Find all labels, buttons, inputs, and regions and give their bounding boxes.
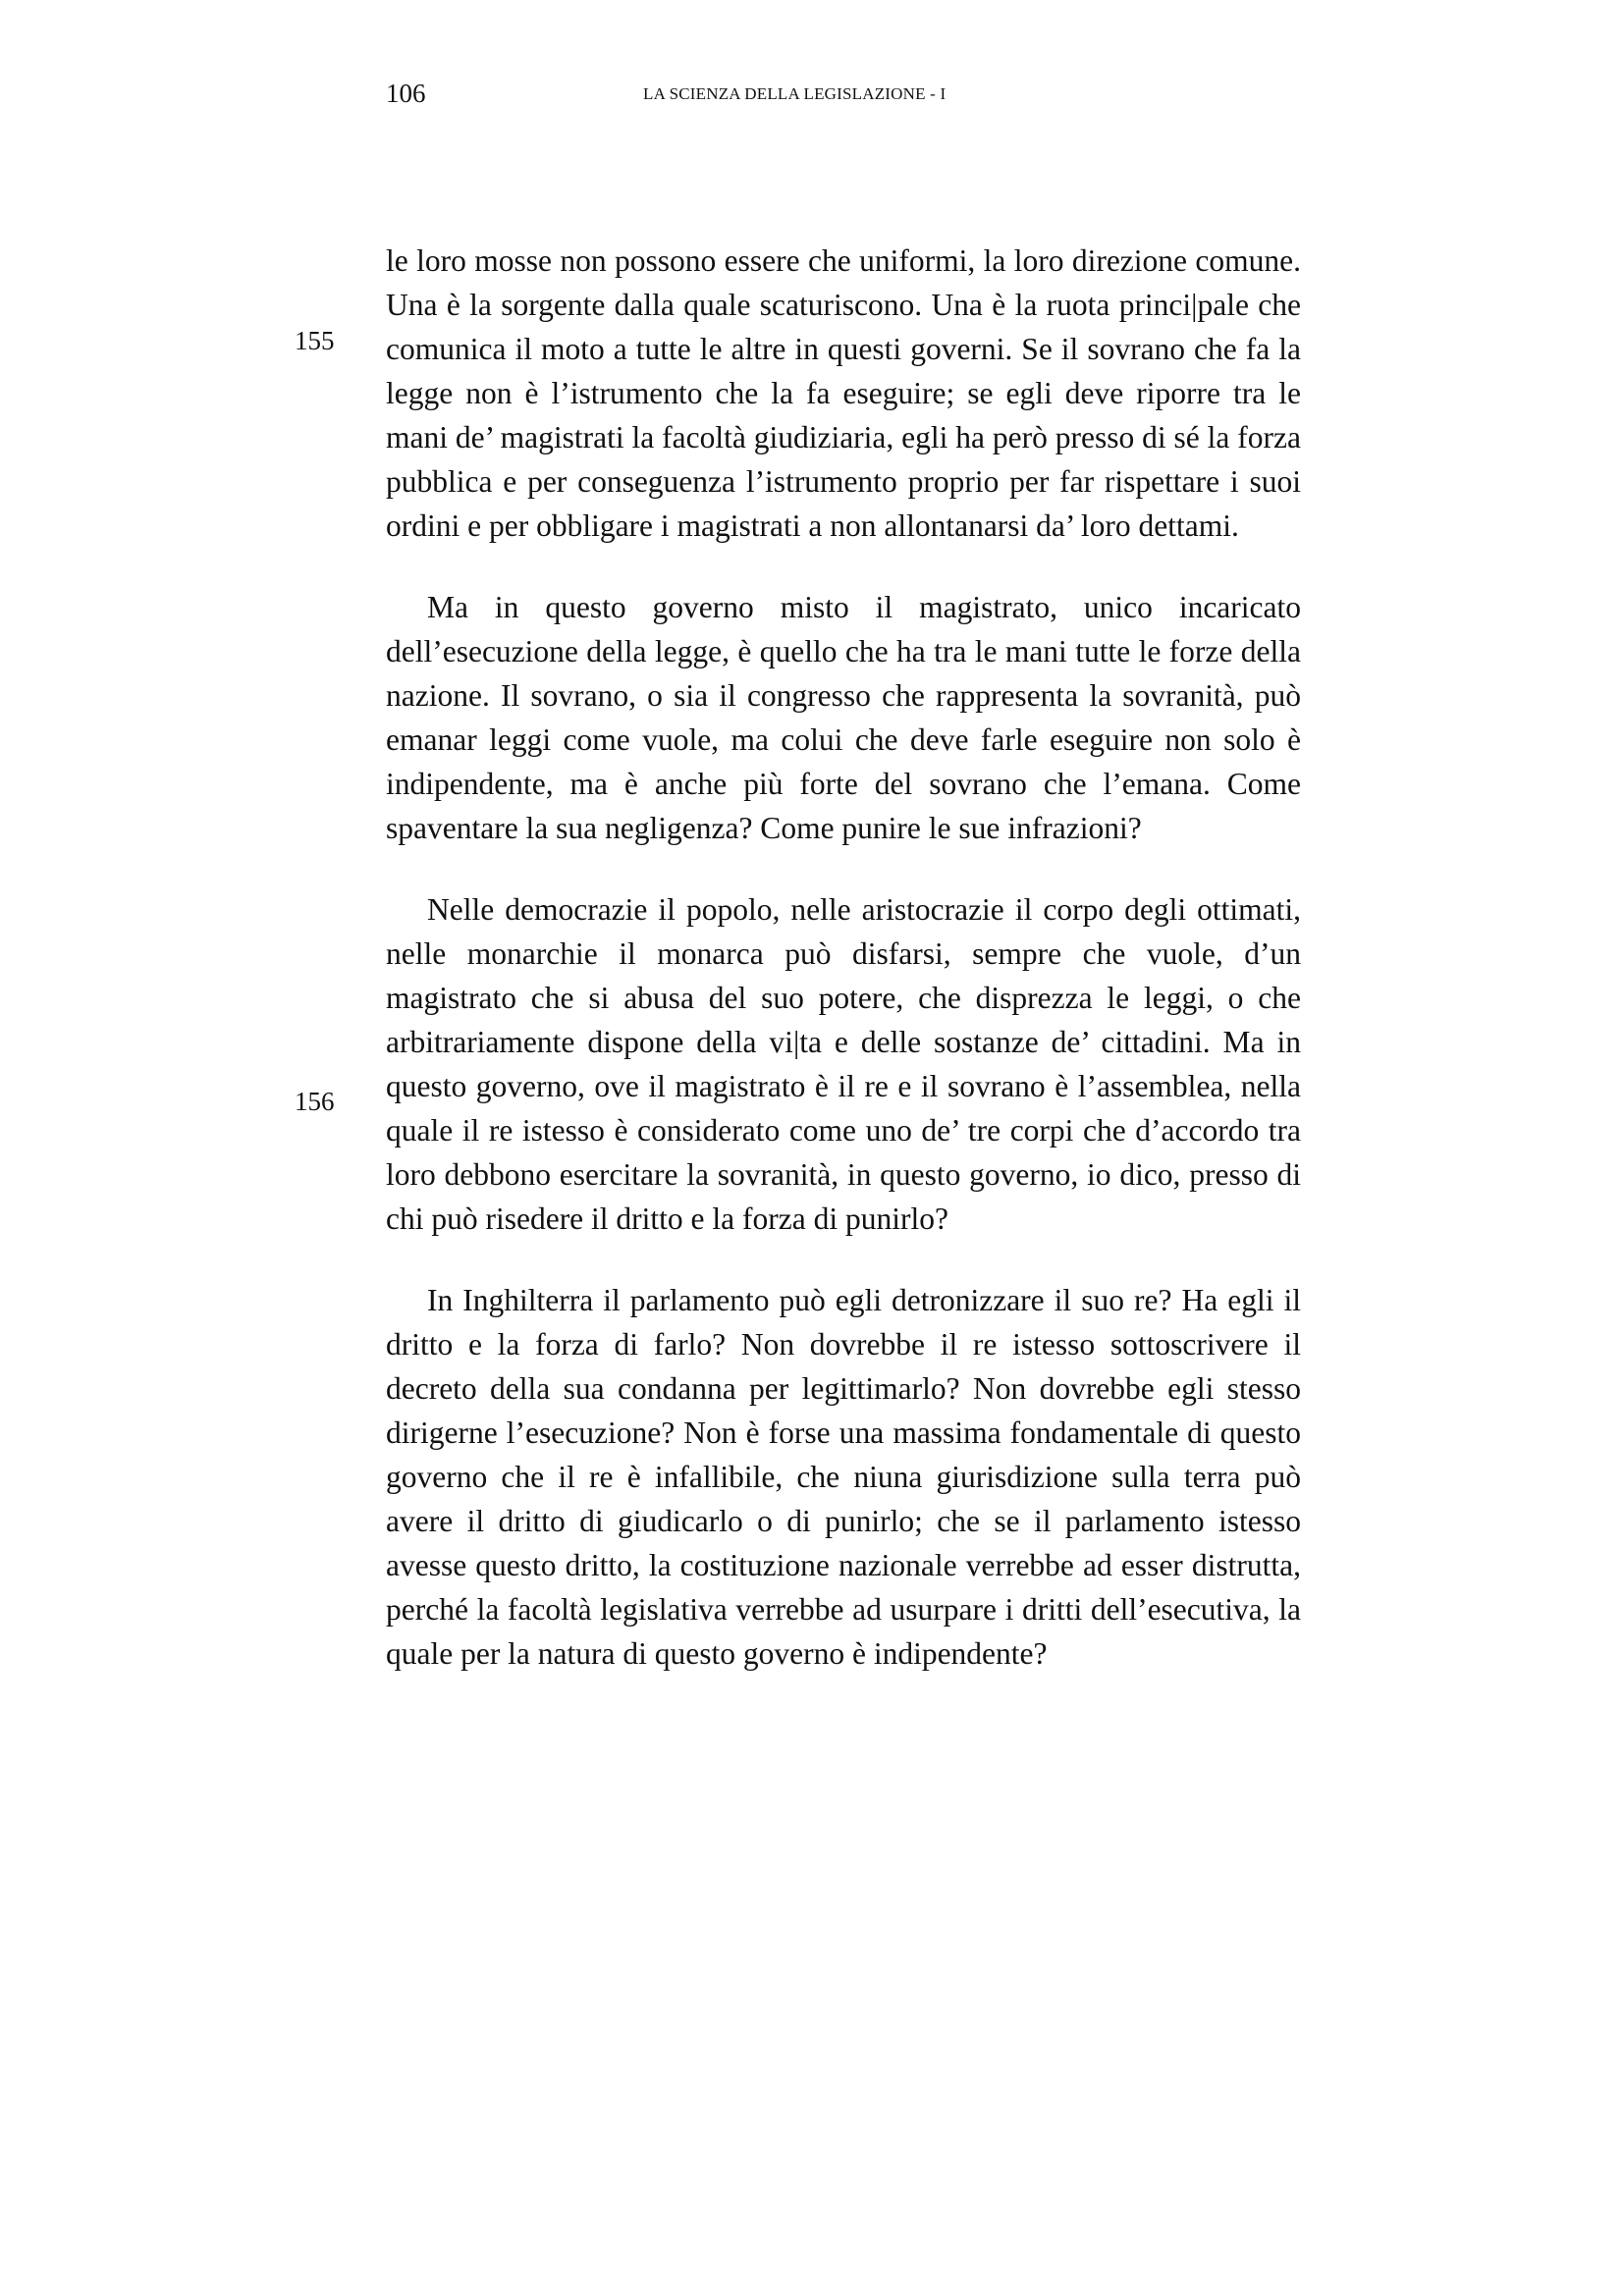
page-number: 106 bbox=[386, 79, 426, 108]
paragraph: Nelle democrazie il popolo, nelle aristocrazie il corpo degli ottimati, nelle monarchie il monarca può disfarsi, sempre che vuole, d’un magistrato che si abusa del suo potere, che disprezza le leggi, o che arbitrariamente dispone della vi|ta e delle sostanze de’ cittadini. Ma in questo governo, ove il magistrato è il re e il sovrano è l’assemblea, nella quale il re istesso è considerato come uno de’ tre corpi che d’accordo tra loro debbono esercitare la sovranità, in questo governo, io dico, presso di chi può risedere il dritto e la forza di punirlo? bbox=[386, 892, 1301, 1236]
margin-line-number: 156 bbox=[295, 1087, 335, 1116]
page-header bbox=[386, 79, 1301, 108]
running-title: LA SCIENZA DELLA LEGISLAZIONE - I bbox=[643, 84, 947, 103]
paragraph: In Inghilterra il parlamento può egli detronizzare il suo re? Ha egli il dritto e la forza di farlo? Non dovrebbe il re istesso sottoscrivere il decreto della sua condanna per legittimarlo? Non dovrebbe egli stesso dirigerne l’esecuzione? Non è forse una massima fondamentale di questo governo che il re è infallibile, che niuna giurisdizione sulla terra può avere il dritto di giudicarlo o di punirlo; che se il parlamento istesso avesse questo dritto, la costituzione nazionale verrebbe ad esser distrutta, perché la facoltà legislativa verrebbe ad usurpare i dritti dell’esecutiva, la quale per la natura di questo governo è indipendente? bbox=[386, 1283, 1301, 1671]
paragraph: le loro mosse non possono essere che uniformi, la loro direzione comune. Una è la sorgente dalla quale scaturiscono. Una è la ruota princi|pale che comunica il moto a tutte le altre in questi governi. Se il sovrano che fa la legge non è l’istrumento che la fa eseguire; se egli deve riporre tra le mani de’ magistrati la facoltà giudiziaria, egli ha però presso di sé la forza pubblica e per conseguenza l’istrumento proprio per far rispettare i suoi ordini e per obbligare i magistrati a non allontanarsi da’ loro dettami. bbox=[386, 243, 1301, 543]
body-text bbox=[386, 239, 1301, 1713]
paragraph: Ma in questo governo misto il magistrato, unico incaricato dell’esecuzione della legge, è quello che ha tra le mani tutte le forze della nazione. Il sovrano, o sia il congresso che rappresenta la sovranità, può emanar leggi come vuole, ma colui che deve farle eseguire non solo è indipendente, ma è anche più forte del sovrano che l’emana. Come spaventare la sua negligenza? Come punire le sue infrazioni? bbox=[386, 590, 1301, 845]
margin-line-number: 155 bbox=[295, 326, 335, 355]
